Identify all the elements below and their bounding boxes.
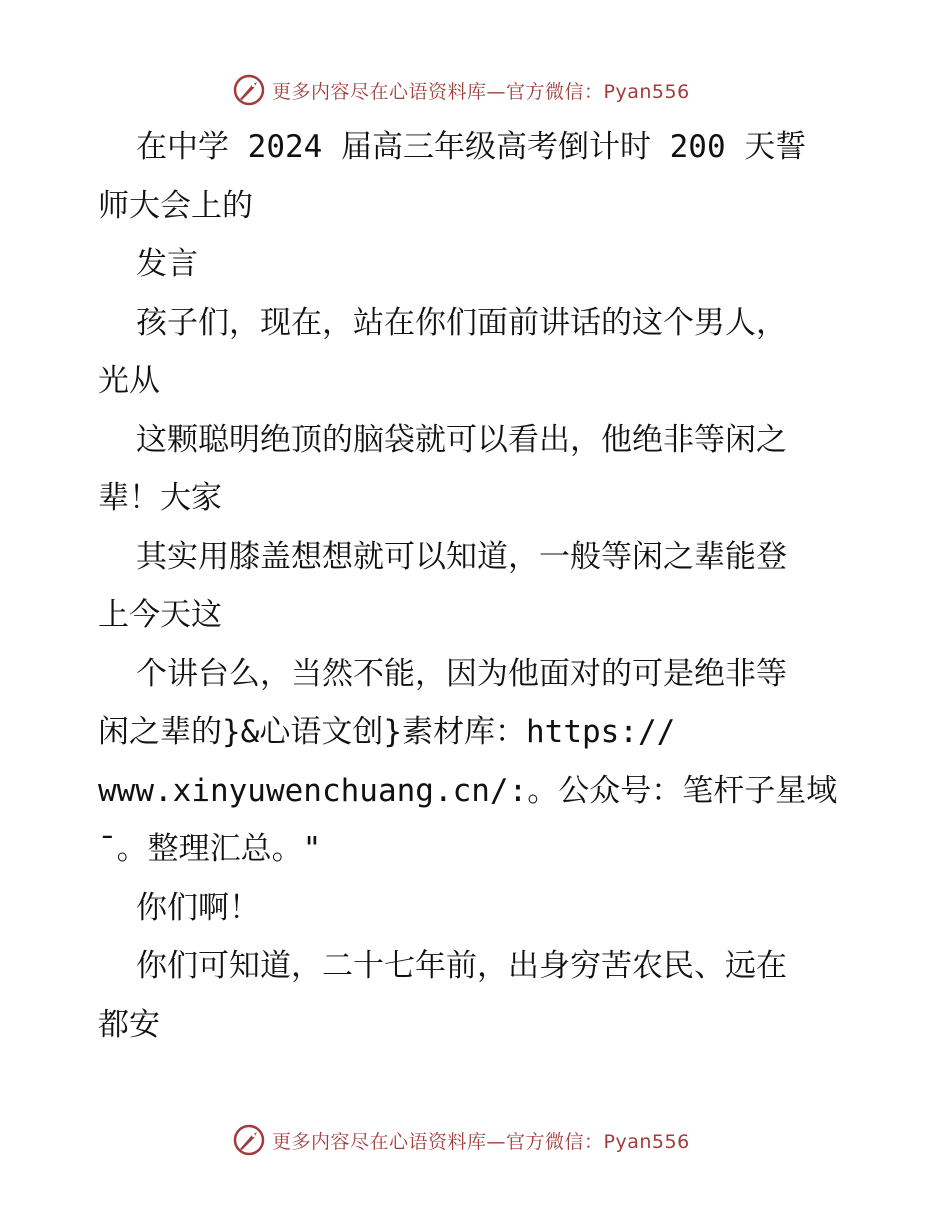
- text-line: 上今天这: [98, 597, 222, 633]
- paragraph: [98, 235, 868, 294]
- paragraph: [98, 879, 868, 938]
- text-line: ˉ。整理汇总。": [98, 831, 322, 867]
- paragraph: [98, 937, 868, 1054]
- footer-watermark-text: 更多内容尽在心语资料库—官方微信：Pyan556: [272, 1130, 690, 1153]
- header-watermark: [232, 72, 690, 108]
- paragraph: [98, 411, 868, 528]
- text-line: 都安: [98, 1006, 160, 1043]
- article-body: [98, 118, 868, 1054]
- text-line: 闲之辈的}&心语文创}素材库：https://: [98, 714, 676, 750]
- text-line: 你们啊！: [136, 889, 260, 926]
- text-line: 孩子们，现在，站在你们面前讲话的这个男人，: [136, 304, 787, 341]
- header-watermark-text: 更多内容尽在心语资料库—官方微信：Pyan556: [272, 80, 690, 103]
- text-line: 这颗聪明绝顶的脑袋就可以看出，他绝非等闲之: [136, 421, 787, 458]
- text-line: 发言: [136, 246, 198, 282]
- text-line: 个讲台么，当然不能，因为他面对的可是绝非等: [136, 655, 787, 692]
- text-line: 其实用膝盖想想就可以知道，一般等闲之辈能登: [136, 538, 787, 575]
- text-line: www.xinyuwenchuang.cn/:。公众号：笔杆子星域: [98, 772, 838, 809]
- text-line: 光从: [98, 363, 160, 399]
- paragraph: [98, 294, 868, 411]
- text-line: 在中学 2024 届高三年级高考倒计时 200 天誓: [136, 129, 807, 165]
- text-line: 辈！大家: [98, 480, 222, 516]
- text-line: 你们可知道，二十七年前，出身穷苦农民、远在: [136, 948, 787, 984]
- pen-nib-logo-icon: [232, 1123, 266, 1157]
- paragraph: [98, 645, 868, 879]
- paragraph: [98, 118, 868, 235]
- pen-nib-logo-icon: [232, 73, 266, 107]
- text-line: 师大会上的: [98, 187, 253, 224]
- footer-watermark: [232, 1122, 690, 1158]
- paragraph: [98, 528, 868, 645]
